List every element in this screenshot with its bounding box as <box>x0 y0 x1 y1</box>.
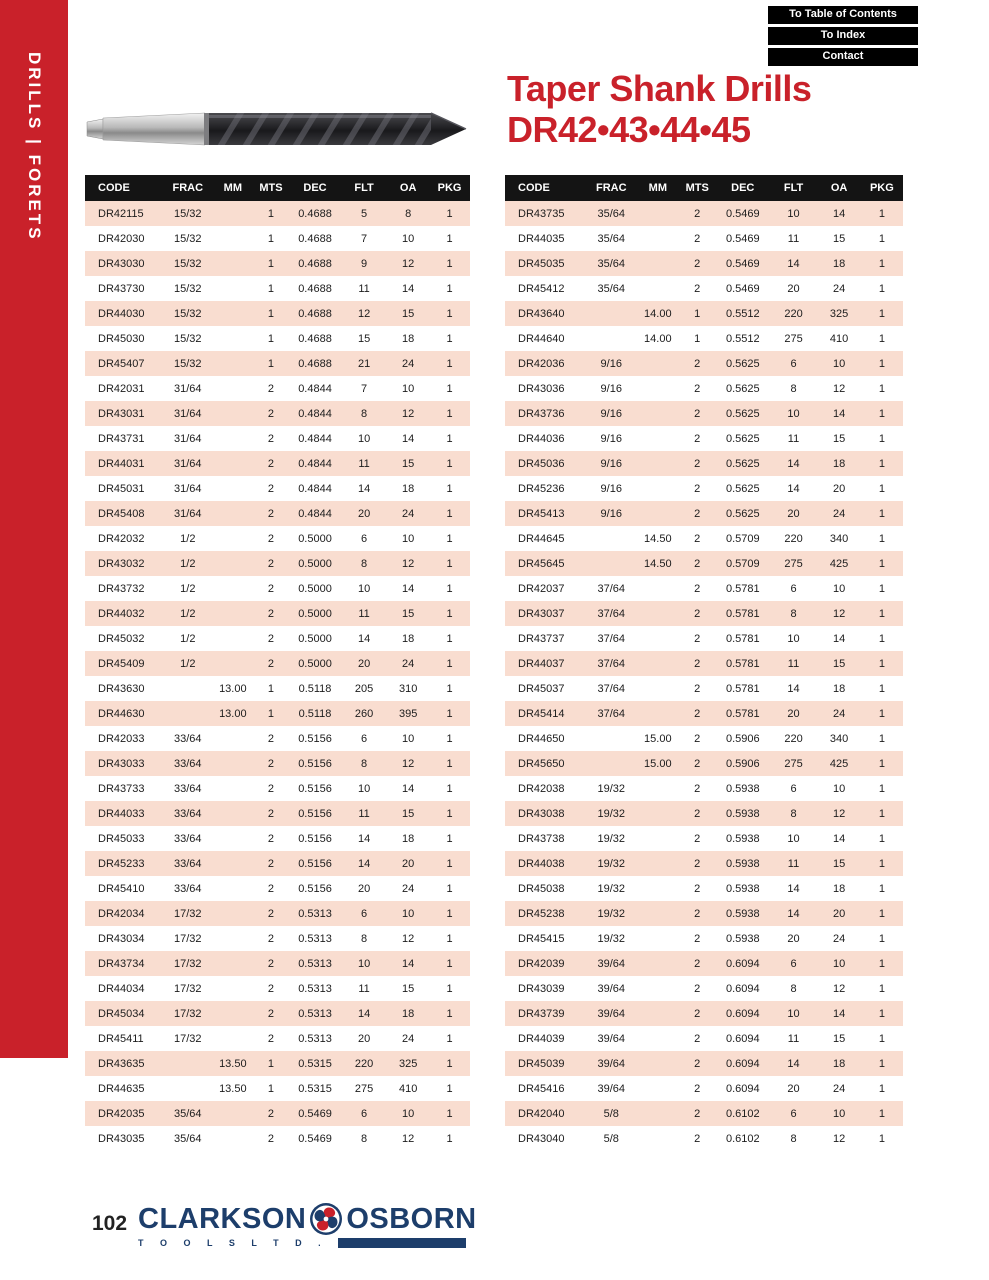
column-header-pkg: PKG <box>429 175 470 201</box>
table-row: DR45030 15/32 1 0.4688 15 18 1 <box>98 332 453 345</box>
table-row: DR45409 1/2 2 0.5000 20 24 1 <box>85 651 470 676</box>
table-row: DR43640 14.00 1 0.5512 220 325 1 <box>505 301 903 326</box>
table-row: DR45238 19/32 2 0.5938 14 20 1 <box>505 901 903 926</box>
brand-logo-subline <box>138 1238 466 1248</box>
spec-table-right-wrap <box>505 175 903 1151</box>
spec-table-right <box>505 175 903 1151</box>
table-row: DR45236 9/16 2 0.5625 14 20 1 <box>518 482 885 495</box>
drill-bit-image <box>85 98 470 160</box>
table-row: DR45036 9/16 2 0.5625 14 18 1 <box>505 451 903 476</box>
table-row: DR44031 31/64 2 0.4844 11 15 1 <box>85 451 470 476</box>
table-row: DR43733 33/64 2 0.5156 10 14 1 <box>98 782 453 795</box>
table-row: DR45645 14.50 2 0.5709 275 425 1 <box>505 551 903 576</box>
table-row: DR43036 9/16 2 0.5625 8 12 1 <box>518 382 885 395</box>
table-row: DR43738 19/32 2 0.5938 10 14 1 <box>518 832 885 845</box>
table-row: DR45037 37/64 2 0.5781 14 18 1 <box>518 682 885 695</box>
page-number: 102 <box>92 1212 128 1235</box>
table-row: DR45033 33/64 2 0.5156 14 18 1 <box>98 832 453 845</box>
table-header-row <box>505 175 903 201</box>
table-row: DR43031 31/64 2 0.4844 8 12 1 <box>85 401 470 426</box>
table-row: DR45414 37/64 2 0.5781 20 24 1 <box>505 701 903 726</box>
nav-to-index[interactable]: To Index <box>768 27 918 45</box>
table-row: DR42039 39/64 2 0.6094 6 10 1 <box>505 951 903 976</box>
column-header-dec: DEC <box>289 175 341 201</box>
table-row: DR45416 39/64 2 0.6094 20 24 1 <box>518 1082 885 1095</box>
pinwheel-gear-icon <box>309 1202 343 1236</box>
table-row: DR42031 31/64 2 0.4844 7 10 1 <box>98 382 453 395</box>
table-row: DR43734 17/32 2 0.5313 10 14 1 <box>85 951 470 976</box>
table-row: DR44640 14.00 1 0.5512 275 410 1 <box>518 332 885 345</box>
spec-table-left <box>85 175 470 1151</box>
table-row: DR45408 31/64 2 0.4844 20 24 1 <box>85 501 470 526</box>
table-row: DR45412 35/64 2 0.5469 20 24 1 <box>518 282 885 295</box>
column-header-mts: MTS <box>679 175 716 201</box>
column-header-oa: OA <box>387 175 429 201</box>
brand-navy-bar <box>338 1238 466 1248</box>
sidebar-label: DRILLS | FORETS <box>25 52 44 242</box>
table-row: DR43035 35/64 2 0.5469 8 12 1 <box>98 1132 453 1145</box>
table-row: DR43630 13.00 1 0.5118 205 310 1 <box>98 682 453 695</box>
brand-logo-wordmark <box>138 1202 477 1236</box>
table-row: DR44035 35/64 2 0.5469 11 15 1 <box>518 232 885 245</box>
table-row: DR45034 17/32 2 0.5313 14 18 1 <box>85 1001 470 1026</box>
table-row: DR43736 9/16 2 0.5625 10 14 1 <box>505 401 903 426</box>
column-header-dec: DEC <box>716 175 770 201</box>
table-row: DR45233 33/64 2 0.5156 14 20 1 <box>85 851 470 876</box>
table-row: DR42037 37/64 2 0.5781 6 10 1 <box>518 582 885 595</box>
page-title <box>507 68 811 151</box>
table-row: DR44645 14.50 2 0.5709 220 340 1 <box>518 532 885 545</box>
table-row: DR44650 15.00 2 0.5906 220 340 1 <box>518 732 885 745</box>
table-row: DR43030 15/32 1 0.4688 9 12 1 <box>85 251 470 276</box>
table-row: DR44034 17/32 2 0.5313 11 15 1 <box>98 982 453 995</box>
table-row: DR45031 31/64 2 0.4844 14 18 1 <box>98 482 453 495</box>
table-row: DR45413 9/16 2 0.5625 20 24 1 <box>505 501 903 526</box>
table-row: DR42115 15/32 1 0.4688 5 8 1 <box>85 201 470 226</box>
table-row: DR45650 15.00 2 0.5906 275 425 1 <box>505 751 903 776</box>
table-row: DR45032 1/2 2 0.5000 14 18 1 <box>98 632 453 645</box>
spec-table-left-wrap <box>85 175 470 1151</box>
table-row: DR43731 31/64 2 0.4844 10 14 1 <box>98 432 453 445</box>
brand-logo <box>138 1202 477 1248</box>
table-row: DR43038 19/32 2 0.5938 8 12 1 <box>505 801 903 826</box>
sidebar-drills-tab <box>0 0 68 1058</box>
column-header-flt: FLT <box>341 175 387 201</box>
table-row: DR42038 19/32 2 0.5938 6 10 1 <box>518 782 885 795</box>
table-row: DR45035 35/64 2 0.5469 14 18 1 <box>505 251 903 276</box>
column-header-mts: MTS <box>253 175 289 201</box>
nav-buttons <box>768 6 918 66</box>
nav-contact[interactable]: Contact <box>768 48 918 66</box>
table-row: DR44033 33/64 2 0.5156 11 15 1 <box>85 801 470 826</box>
table-row: DR45411 17/32 2 0.5313 20 24 1 <box>98 1032 453 1045</box>
table-row: DR42033 33/64 2 0.5156 6 10 1 <box>98 732 453 745</box>
column-header-code: CODE <box>505 175 585 201</box>
table-row: DR42040 5/8 2 0.6102 6 10 1 <box>505 1101 903 1126</box>
table-row: DR45410 33/64 2 0.5156 20 24 1 <box>98 882 453 895</box>
table-row: DR43034 17/32 2 0.5313 8 12 1 <box>98 932 453 945</box>
table-row: DR44032 1/2 2 0.5000 11 15 1 <box>85 601 470 626</box>
table-row: DR44037 37/64 2 0.5781 11 15 1 <box>505 651 903 676</box>
table-header-row <box>85 175 470 201</box>
table-row: DR43732 1/2 2 0.5000 10 14 1 <box>98 582 453 595</box>
table-row: DR44030 15/32 1 0.4688 12 15 1 <box>85 301 470 326</box>
table-row: DR44630 13.00 1 0.5118 260 395 1 <box>85 701 470 726</box>
table-row: DR43032 1/2 2 0.5000 8 12 1 <box>85 551 470 576</box>
nav-to-table-of-contents[interactable]: To Table of Contents <box>768 6 918 24</box>
table-row: DR42030 15/32 1 0.4688 7 10 1 <box>98 232 453 245</box>
column-header-frac: FRAC <box>163 175 213 201</box>
brand-sub-text: T O O L S L T D . <box>138 1238 328 1248</box>
column-header-pkg: PKG <box>861 175 903 201</box>
table-row: DR43037 37/64 2 0.5781 8 12 1 <box>505 601 903 626</box>
table-row: DR42035 35/64 2 0.5469 6 10 1 <box>85 1101 470 1126</box>
table-row: DR42034 17/32 2 0.5313 6 10 1 <box>85 901 470 926</box>
column-header-code: CODE <box>85 175 163 201</box>
column-header-mm: MM <box>637 175 678 201</box>
table-row: DR44039 39/64 2 0.6094 11 15 1 <box>518 1032 885 1045</box>
table-row: DR45039 39/64 2 0.6094 14 18 1 <box>505 1051 903 1076</box>
table-row: DR43635 13.50 1 0.5315 220 325 1 <box>85 1051 470 1076</box>
table-row: DR42032 1/2 2 0.5000 6 10 1 <box>98 532 453 545</box>
table-row: DR43033 33/64 2 0.5156 8 12 1 <box>85 751 470 776</box>
table-row: DR43737 37/64 2 0.5781 10 14 1 <box>518 632 885 645</box>
brand-name-clarkson: CLARKSON <box>138 1202 307 1235</box>
column-header-flt: FLT <box>770 175 818 201</box>
column-header-oa: OA <box>817 175 860 201</box>
table-row: DR44635 13.50 1 0.5315 275 410 1 <box>98 1082 453 1095</box>
table-row: DR45407 15/32 1 0.4688 21 24 1 <box>85 351 470 376</box>
table-row: DR45038 19/32 2 0.5938 14 18 1 <box>518 882 885 895</box>
table-row: DR43039 39/64 2 0.6094 8 12 1 <box>518 982 885 995</box>
table-row: DR44038 19/32 2 0.5938 11 15 1 <box>505 851 903 876</box>
page-title-line2: DR42•43•44•45 <box>507 109 751 151</box>
page-title-line1: Taper Shank Drills <box>507 68 812 109</box>
table-row: DR43040 5/8 2 0.6102 8 12 1 <box>518 1132 885 1145</box>
table-row: DR44036 9/16 2 0.5625 11 15 1 <box>518 432 885 445</box>
brand-name-osborn: OSBORN <box>346 1202 477 1235</box>
table-row: DR43735 35/64 2 0.5469 10 14 1 <box>505 201 903 226</box>
column-header-mm: MM <box>213 175 253 201</box>
column-header-frac: FRAC <box>585 175 637 201</box>
table-row: DR42036 9/16 2 0.5625 6 10 1 <box>505 351 903 376</box>
table-row: DR43739 39/64 2 0.6094 10 14 1 <box>505 1001 903 1026</box>
table-row: DR43730 15/32 1 0.4688 11 14 1 <box>98 282 453 295</box>
table-row: DR45415 19/32 2 0.5938 20 24 1 <box>518 932 885 945</box>
